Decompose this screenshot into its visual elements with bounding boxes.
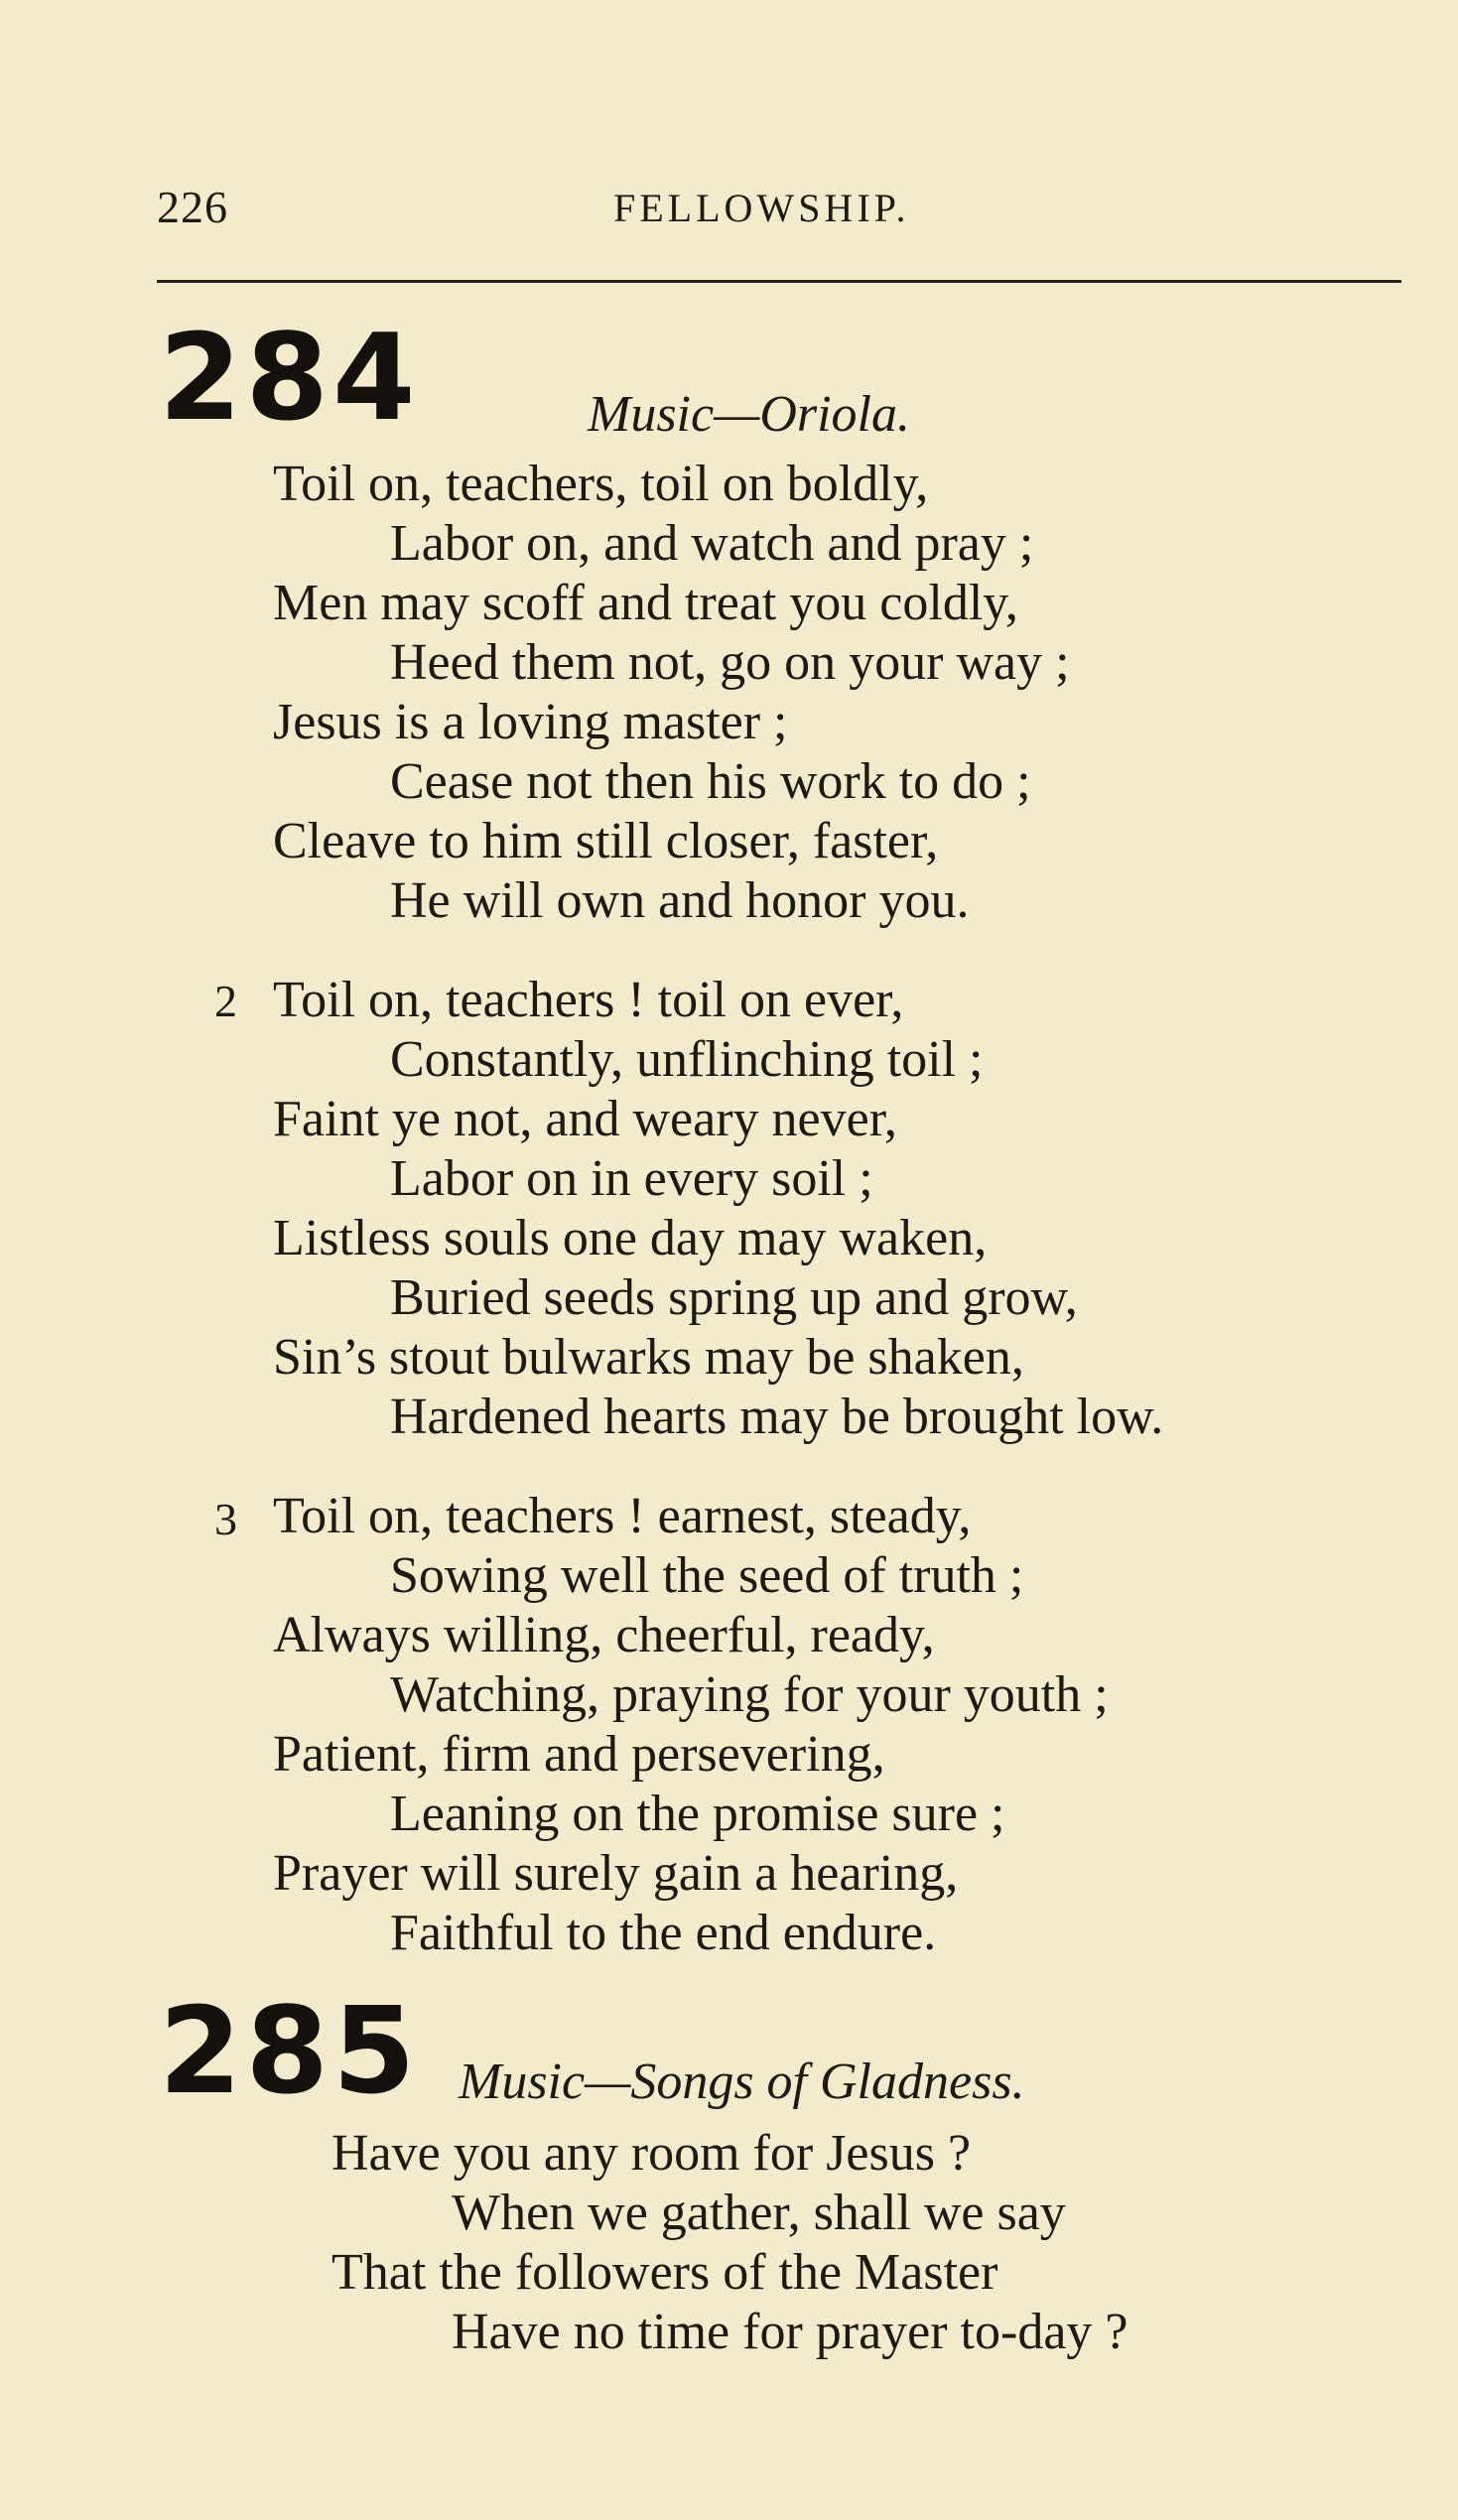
hymn-284-v2-line-1: Toil on, teachers ! toil on ever,	[273, 972, 904, 1028]
page-number: 226	[157, 182, 228, 232]
hymn-284-v2-line-5: Listless souls one day may waken,	[273, 1210, 988, 1266]
header-rule	[157, 280, 1401, 283]
section-title: FELLOWSHIP.	[613, 186, 910, 230]
hymn-284-v1-line-5: Jesus is a loving master ;	[273, 694, 788, 750]
hymn-284-v3-line-5: Patient, firm and persevering,	[273, 1726, 885, 1783]
verse-number-2: 2	[214, 976, 237, 1026]
hymn-284-v3-line-7: Prayer will surely gain a hearing,	[273, 1845, 959, 1902]
hymn-284-v2-line-4: Labor on in every soil ;	[390, 1150, 873, 1207]
music-attribution-285: Music—Songs of Gladness.	[459, 2054, 1025, 2110]
hymn-284-v3-line-6: Leaning on the promise sure ;	[390, 1786, 1005, 1842]
hymn-284-v2-line-3: Faint ye not, and weary never,	[273, 1091, 897, 1147]
hymn-284-v1-line-8: He will own and honor you.	[390, 872, 970, 929]
hymn-284-v2-line-6: Buried seeds spring up and grow,	[390, 1269, 1078, 1326]
hymn-284-v3-line-1: Toil on, teachers ! earnest, steady,	[273, 1488, 972, 1544]
hymn-284-v3-line-3: Always willing, cheerful, ready,	[273, 1607, 935, 1663]
hymn-284-v1-line-6: Cease not then his work to do ;	[390, 753, 1031, 810]
hymn-number-284: 284	[159, 310, 420, 448]
hymn-285-v1-line-2: When we gather, shall we say	[452, 2185, 1066, 2241]
hymn-284-v1-line-1: Toil on, teachers, toil on boldly,	[273, 456, 929, 512]
hymn-284-v1-line-2: Labor on, and watch and pray ;	[390, 515, 1034, 572]
hymn-284-v1-line-7: Cleave to him still closer, faster,	[273, 813, 939, 869]
hymn-285-v1-line-3: That the followers of the Master	[331, 2244, 998, 2301]
verse-number-3: 3	[214, 1494, 237, 1544]
hymn-284-v1-line-3: Men may scoff and treat you coldly,	[273, 575, 1018, 631]
hymn-284-v3-line-4: Watching, praying for your youth ;	[390, 1666, 1109, 1723]
music-attribution-284: Music—Oriola.	[588, 386, 910, 443]
hymn-284-v2-line-2: Constantly, unflinching toil ;	[390, 1031, 984, 1088]
hymn-284-v3-line-2: Sowing well the seed of truth ;	[390, 1547, 1024, 1604]
hymn-285-v1-line-4: Have no time for prayer to-day ?	[452, 2304, 1128, 2360]
hymn-285-v1-line-1: Have you any room for Jesus ?	[331, 2125, 972, 2182]
hymn-284-v2-line-8: Hardened hearts may be brought low.	[390, 1389, 1164, 1445]
hymn-284-v3-line-8: Faithful to the end endure.	[390, 1905, 937, 1961]
running-head	[0, 181, 1458, 240]
hymn-284-v2-line-7: Sin’s stout bulwarks may be shaken,	[273, 1329, 1024, 1386]
hymn-number-285: 285	[159, 1983, 420, 2121]
hymn-284-v1-line-4: Heed them not, go on your way ;	[390, 634, 1070, 691]
